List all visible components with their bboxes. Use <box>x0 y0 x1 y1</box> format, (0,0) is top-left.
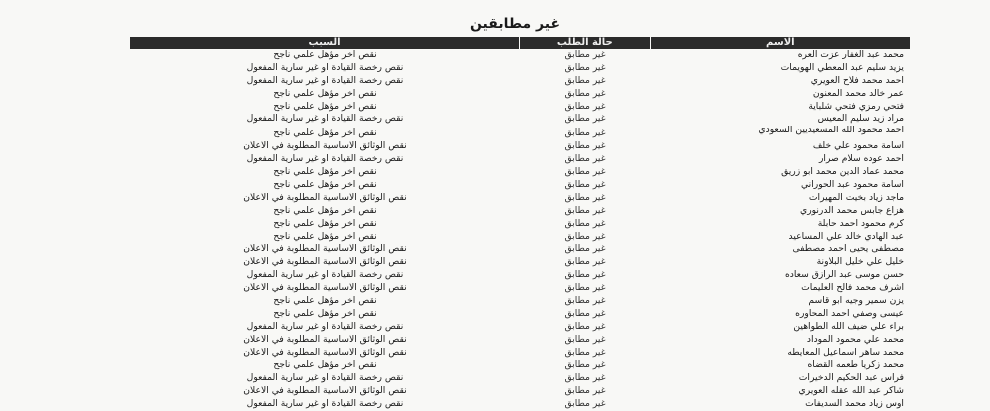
table-row <box>130 153 910 166</box>
table-row <box>130 113 910 126</box>
header-status: حالة الطلب <box>519 37 650 49</box>
request-status: غير مطابق <box>564 217 606 229</box>
rejection-reason: نقص رخصة القيادة او غير سارية المفعول <box>246 61 404 73</box>
rejection-reason: نقص رخصة القيادة او غير سارية المفعول <box>246 269 404 281</box>
rejection-reason: نقص اخر مؤهل علمي ناجح <box>273 87 377 99</box>
rejection-reason: نقص رخصة القيادة او غير سارية المفعول <box>246 372 404 384</box>
applicant-name: مراد زيد سليم المعيس <box>817 113 904 125</box>
applicant-name: احمد محمود الله المسعيديين السعودي <box>758 126 904 136</box>
applicant-name: اسامة محمود علي خلف <box>812 140 904 152</box>
table-body <box>130 49 910 411</box>
request-status: غير مطابق <box>564 307 606 319</box>
applicant-name: عبد الهادي خالد علي المساعيد <box>788 230 904 242</box>
rejection-reason: نقص اخر مؤهل علمي ناجح <box>273 179 377 191</box>
applicant-name: شاكر عبد الله عقله العويري <box>798 385 904 397</box>
rejection-reason: نقص اخر مؤهل علمي ناجح <box>273 49 377 60</box>
table-row <box>130 295 910 308</box>
applicant-name: فتحي رمزي فتحي شلباية <box>808 100 904 112</box>
request-status: غير مطابق <box>564 113 606 125</box>
rejection-reason: نقص اخر مؤهل علمي ناجح <box>273 295 377 307</box>
table-row <box>130 347 910 360</box>
request-status: غير مطابق <box>564 74 606 86</box>
request-status: غير مطابق <box>564 385 606 397</box>
applicant-name: هزاع جابس محمد الدرنوري <box>800 204 904 216</box>
request-status: غير مطابق <box>564 243 606 255</box>
rejection-reason: نقص الوثائق الاساسية المطلوبة في الاعلان <box>243 333 407 345</box>
request-status: غير مطابق <box>564 49 606 60</box>
applicant-name: اوس زياد محمد السديفات <box>805 398 904 410</box>
request-status: غير مطابق <box>564 269 606 281</box>
rejection-reason: نقص اخر مؤهل علمي ناجح <box>273 166 377 178</box>
rejection-reason: نقص الوثائق الاساسية المطلوبة في الاعلان <box>243 256 407 268</box>
request-status: غير مطابق <box>564 230 606 242</box>
rejection-reason: نقص رخصة القيادة او غير سارية المفعول <box>246 74 404 86</box>
applicant-name: فراس عبد الحكيم الدخيرات <box>798 372 904 384</box>
applicant-name: خليل علي خليل البلاونة <box>816 256 904 268</box>
request-status: غير مطابق <box>564 333 606 345</box>
table-row <box>130 231 910 244</box>
rejection-reason: نقص رخصة القيادة او غير سارية المفعول <box>246 113 404 125</box>
table-row <box>130 126 910 140</box>
table-row <box>130 49 910 62</box>
rejection-reason: نقص اخر مؤهل علمي ناجح <box>273 359 377 371</box>
request-status: غير مطابق <box>564 191 606 203</box>
table-row <box>130 359 910 372</box>
rejection-reason: نقص الوثائق الاساسية المطلوبة في الاعلان <box>243 346 407 358</box>
request-status: غير مطابق <box>564 61 606 73</box>
request-status: غير مطابق <box>564 153 606 165</box>
request-status: غير مطابق <box>564 282 606 294</box>
table-row <box>130 321 910 334</box>
applicant-name: محمد ساهر اسماعيل المعايطه <box>787 346 904 358</box>
applicant-name: محمد عبد الغفار عزت العره <box>797 49 904 60</box>
applicant-name: اسامة محمود عبد الحوراني <box>801 179 904 191</box>
applicant-name: كرم محمود احمد حابلة <box>817 217 904 229</box>
table-row <box>130 218 910 231</box>
applicant-name: محمد زكريا طعمه القضاه <box>807 359 904 371</box>
table-row <box>130 166 910 179</box>
table-row <box>130 179 910 192</box>
applicant-name: عمر خالد محمد المعنون <box>812 87 904 99</box>
table-row <box>130 205 910 218</box>
applicant-name: محمد عماد الدين محمد ابو زريق <box>781 166 904 178</box>
table-row <box>130 385 910 398</box>
request-status: غير مطابق <box>564 320 606 332</box>
request-status: غير مطابق <box>564 359 606 371</box>
table-row <box>130 256 910 269</box>
applicant-name: ماجد زياد بخيت المهيرات <box>808 191 904 203</box>
header-reason: السبب <box>308 37 341 48</box>
table-row <box>130 75 910 88</box>
rejection-reason: نقص اخر مؤهل علمي ناجح <box>273 217 377 229</box>
rejection-reason: نقص رخصة القيادة او غير سارية المفعول <box>246 398 404 410</box>
rejection-reason: نقص اخر مؤهل علمي ناجح <box>273 127 377 139</box>
request-status: غير مطابق <box>564 140 606 152</box>
applicant-name: احمد عوده سلام صرار <box>819 153 904 165</box>
request-status: غير مطابق <box>564 204 606 216</box>
applicant-name: مصطفى يحيى احمد مصطفى <box>792 243 904 255</box>
applicant-name: براء علي ضيف الله الطواهين <box>793 320 904 332</box>
applicant-name: احمد محمد فلاح العويري <box>810 74 904 86</box>
rejection-reason: نقص رخصة القيادة او غير سارية المفعول <box>246 320 404 332</box>
request-status: غير مطابق <box>564 398 606 410</box>
rejection-reason: نقص الوثائق الاساسية المطلوبة في الاعلان <box>243 385 407 397</box>
applicant-name: يزيد سليم عبد المعطي الهويمات <box>780 61 904 73</box>
applicant-name: عيسى وصفي احمد المحاوره <box>795 307 904 319</box>
request-status: غير مطابق <box>564 100 606 112</box>
rejection-reason: نقص الوثائق الاساسية المطلوبة في الاعلان <box>243 140 407 152</box>
request-status: غير مطابق <box>564 166 606 178</box>
table-row <box>130 398 910 411</box>
table-row <box>130 308 910 321</box>
table-row <box>130 269 910 282</box>
table-row <box>130 282 910 295</box>
page-title: غير مطابقين <box>469 16 561 32</box>
request-status: غير مطابق <box>564 87 606 99</box>
rejection-reason: نقص الوثائق الاساسية المطلوبة في الاعلان <box>243 243 407 255</box>
table-row <box>130 140 910 153</box>
rejection-reason: نقص اخر مؤهل علمي ناجح <box>273 100 377 112</box>
applicant-name: حسن موسى عبد الرازق سعاده <box>784 269 904 281</box>
request-status: غير مطابق <box>564 346 606 358</box>
request-status: غير مطابق <box>564 127 606 139</box>
rejection-reason: نقص الوثائق الاساسية المطلوبة في الاعلان <box>243 191 407 203</box>
applicants-table <box>130 37 910 411</box>
table-header <box>130 37 910 49</box>
table-row <box>130 192 910 205</box>
request-status: غير مطابق <box>564 179 606 191</box>
request-status: غير مطابق <box>564 256 606 268</box>
rejection-reason: نقص اخر مؤهل علمي ناجح <box>273 307 377 319</box>
request-status: غير مطابق <box>564 372 606 384</box>
applicant-name: اشرف محمد فالح العليمات <box>801 282 904 294</box>
table-row <box>130 101 910 114</box>
request-status: غير مطابق <box>564 295 606 307</box>
table-row <box>130 372 910 385</box>
table-row <box>130 243 910 256</box>
rejection-reason: نقص رخصة القيادة او غير سارية المفعول <box>246 153 404 165</box>
header-name: الاسم <box>650 37 910 49</box>
rejection-reason: نقص الوثائق الاساسية المطلوبة في الاعلان <box>243 282 407 294</box>
table-row <box>130 88 910 101</box>
rejection-reason: نقص اخر مؤهل علمي ناجح <box>273 204 377 216</box>
rejection-reason: نقص اخر مؤهل علمي ناجح <box>273 230 377 242</box>
table-row <box>130 334 910 347</box>
applicant-name: محمد علي محمود الموداد <box>806 333 904 345</box>
table-row <box>130 62 910 75</box>
applicant-name: يزن سمير وجيه ابو قاسم <box>808 295 904 307</box>
